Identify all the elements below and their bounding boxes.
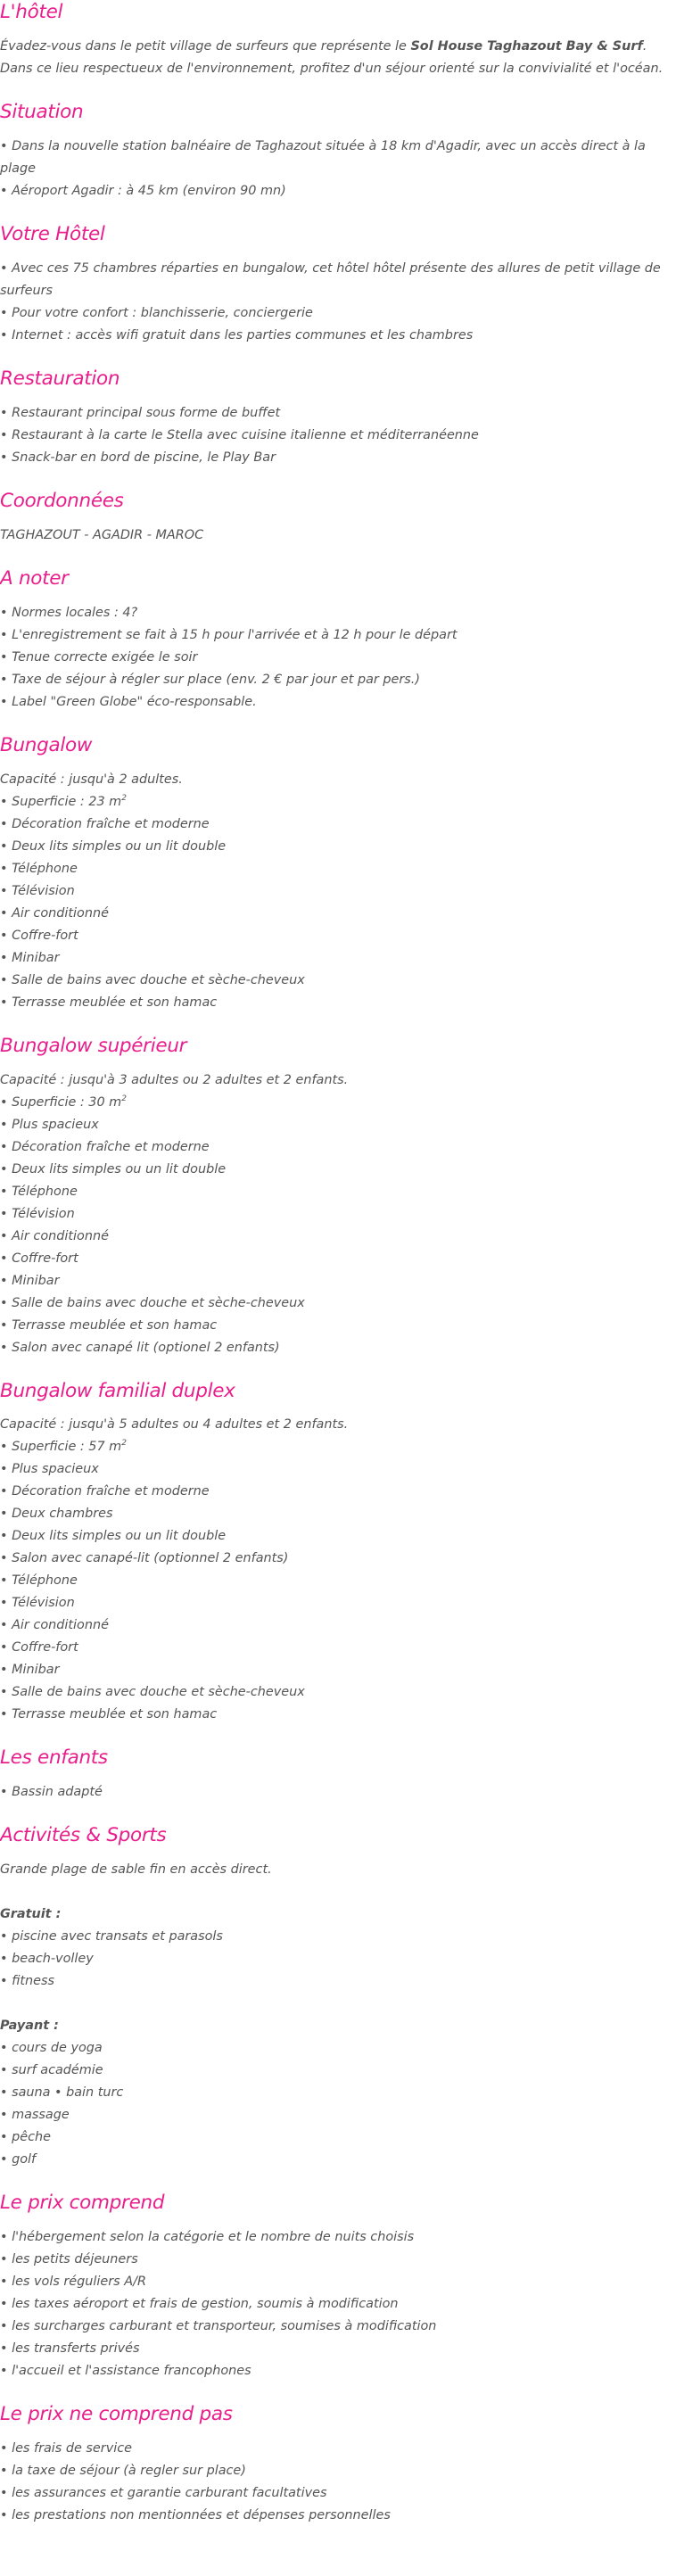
list-item: • Minibar — [0, 947, 676, 970]
section-restauration — [0, 367, 676, 469]
list-item: • Décoration fraîche et moderne — [0, 1481, 676, 1503]
list-item: • Taxe de séjour à régler sur place (env. 2 € par jour et par pers.) — [0, 669, 676, 691]
list-item: • Pour votre confort : blanchisserie, conciergerie — [0, 302, 676, 325]
restauration-list — [0, 402, 676, 469]
list-item: • Télévision — [0, 1592, 676, 1614]
section-activites-sports — [0, 1823, 676, 2171]
section-prix-ne-comprend-pas — [0, 2402, 676, 2527]
capacity-text: Capacité : jusqu'à 2 adultes. — [0, 772, 183, 787]
list-item: • surf académie — [0, 2060, 676, 2082]
list-item: • Plus spacieux — [0, 1458, 676, 1481]
list-item: • Restaurant principal sous forme de buffet — [0, 402, 676, 425]
list-item: • Terrasse meublée et son hamac — [0, 992, 676, 1014]
list-item: • Air conditionné — [0, 1226, 676, 1248]
free-activities-list — [0, 1926, 676, 1993]
section-title: Bungalow — [0, 733, 93, 756]
list-item: • Coffre-fort — [0, 925, 676, 947]
bungalow-duplex-list — [0, 1436, 676, 1726]
list-item: • Téléphone — [0, 1181, 676, 1203]
section-bungalow — [0, 733, 676, 1014]
superficie-text: Superficie : 57 m — [12, 1440, 122, 1455]
spacer — [0, 1993, 676, 2015]
list-item: • Deux lits simples ou un lit double — [0, 1159, 676, 1181]
list-item: • les frais de service — [0, 2438, 676, 2460]
superficie-text: Superficie : 30 m — [12, 1094, 122, 1110]
list-item: • Salon avec canapé lit (optionel 2 enfants) — [0, 1337, 676, 1359]
section-title: Bungalow supérieur — [0, 1034, 187, 1057]
situation-list — [0, 136, 676, 202]
excluded-list — [0, 2438, 676, 2527]
hotel-intro — [0, 36, 676, 80]
list-item: • Minibar — [0, 1270, 676, 1292]
included-list — [0, 2226, 676, 2382]
list-item: • les assurances et garantie carburant facultatives — [0, 2482, 676, 2505]
free-label: Gratuit : — [0, 1907, 62, 1922]
section-votre-hotel — [0, 222, 676, 347]
section-title: L'hôtel — [0, 1, 63, 23]
list-item: • Aéroport Agadir : à 45 km (environ 90 mn) — [0, 180, 676, 202]
section-title: Activités & Sports — [0, 1824, 167, 1847]
section-title: Coordonnées — [0, 489, 124, 512]
list-item: • massage — [0, 2104, 676, 2126]
list-item: • Décoration fraîche et moderne — [0, 813, 676, 836]
list-item: • les transferts privés — [0, 2338, 676, 2360]
section-title: Le prix ne comprend pas — [0, 2403, 233, 2426]
enfants-list — [0, 1781, 676, 1804]
bungalow-superieur-list — [0, 1092, 676, 1359]
capacity-text: Capacité : jusqu'à 5 adultes ou 4 adultes et 2 enfants. — [0, 1417, 349, 1432]
list-item: • piscine avec transats et parasols — [0, 1926, 676, 1948]
list-item: • les surcharges carburant et transporteur, soumises à modification — [0, 2316, 676, 2338]
list-item: • Téléphone — [0, 858, 676, 880]
section-enfants — [0, 1746, 676, 1804]
section-title: A noter — [0, 566, 69, 590]
bungalow-list — [0, 791, 676, 1014]
list-item: • Salle de bains avec douche et sèche-cheveux — [0, 1681, 676, 1704]
hotel-features-list — [0, 258, 676, 347]
list-item: • sauna • bain turc — [0, 2082, 676, 2104]
section-bungalow-superieur — [0, 1034, 676, 1359]
list-item: • Salle de bains avec douche et sèche-cheveux — [0, 1292, 676, 1315]
list-item: • Téléphone — [0, 1570, 676, 1592]
list-item: • Deux lits simples ou un lit double — [0, 836, 676, 858]
list-item: • les vols réguliers A/R — [0, 2271, 676, 2293]
list-item: • Snack-bar en bord de piscine, le Play Bar — [0, 447, 676, 469]
superficie-item: • Superficie : 23 $m^2$ — [0, 791, 676, 813]
section-bungalow-familial-duplex — [0, 1379, 676, 1727]
hotel-name: Sol House Taghazout Bay & Surf — [410, 38, 643, 54]
spacer — [0, 1881, 676, 1903]
section-title: Les enfants — [0, 1746, 108, 1770]
intro-text-end: . Dans ce lieu respectueux de l'environnement, profitez d'un séjour orienté sur la convivialité et l'océan. — [0, 38, 664, 76]
section-hotel — [0, 0, 676, 80]
list-item: • l'accueil et l'assistance francophones — [0, 2360, 676, 2382]
list-item: • Minibar — [0, 1659, 676, 1681]
list-item: • golf — [0, 2149, 676, 2171]
paid-activities-list — [0, 2037, 676, 2171]
list-item: • L'enregistrement se fait à 15 h pour l'arrivée et à 12 h pour le départ — [0, 624, 676, 647]
list-item: • Salle de bains avec douche et sèche-cheveux — [0, 970, 676, 992]
list-item: • Coffre-fort — [0, 1248, 676, 1270]
list-item: • Terrasse meublée et son hamac — [0, 1315, 676, 1337]
section-title: Restauration — [0, 367, 120, 390]
list-item: • cours de yoga — [0, 2037, 676, 2060]
list-item: • Tenue correcte exigée le soir — [0, 647, 676, 669]
list-item: • Télévision — [0, 880, 676, 903]
superficie-text: Superficie : 23 m — [12, 794, 122, 809]
list-item: • les prestations non mentionnées et dépenses personnelles — [0, 2505, 676, 2527]
list-item: • Internet : accès wifi gratuit dans les parties communes et les chambres — [0, 325, 676, 347]
section-title: Votre Hôtel — [0, 222, 105, 245]
list-item: • Salon avec canapé-lit (optionnel 2 enfants) — [0, 1548, 676, 1570]
list-item: • Coffre-fort — [0, 1637, 676, 1659]
list-item: • pêche — [0, 2126, 676, 2149]
section-title: Bungalow familial duplex — [0, 1379, 235, 1402]
list-item: • les petits déjeuners — [0, 2249, 676, 2271]
notes-list — [0, 602, 676, 714]
list-item: • Avec ces 75 chambres réparties en bungalow, cet hôtel hôtel présente des allures de petit village de surfeurs — [0, 258, 676, 302]
section-title: Situation — [0, 100, 84, 123]
capacity-text: Capacité : jusqu'à 3 adultes ou 2 adultes et 2 enfants. — [0, 1072, 349, 1087]
list-item: • Télévision — [0, 1203, 676, 1226]
list-item: • Plus spacieux — [0, 1114, 676, 1136]
list-item: • beach-volley — [0, 1948, 676, 1970]
section-title: Le prix comprend — [0, 2192, 165, 2215]
list-item: • les taxes aéroport et frais de gestion, soumis à modification — [0, 2293, 676, 2316]
list-item: • Restaurant à la carte le Stella avec cuisine italienne et méditerranéenne — [0, 425, 676, 447]
list-item: • la taxe de séjour (à regler sur place) — [0, 2460, 676, 2482]
paid-label: Payant : — [0, 2019, 59, 2034]
list-item: • Label "Green Globe" éco-responsable. — [0, 691, 676, 714]
superficie-item: • Superficie : 57 $m^2$ — [0, 1436, 676, 1458]
section-a-noter — [0, 566, 676, 714]
list-item: • Normes locales : 4? — [0, 602, 676, 624]
list-item: • Deux lits simples ou un lit double — [0, 1525, 676, 1548]
section-coordonnees — [0, 489, 676, 547]
list-item: • l'hébergement selon la catégorie et le nombre de nuits choisis — [0, 2226, 676, 2249]
list-item: • Deux chambres — [0, 1503, 676, 1525]
intro-text: Évadez-vous dans le petit village de surfeurs que représente le — [0, 38, 411, 54]
beach-text: Grande plage de sable fin en accès direct. — [0, 1862, 272, 1878]
list-item: • Bassin adapté — [0, 1781, 676, 1804]
list-item: • fitness — [0, 1970, 676, 1993]
list-item: • Air conditionné — [0, 1614, 676, 1637]
section-situation — [0, 100, 676, 202]
superficie-item: • Superficie : 30 $m^2$ — [0, 1092, 676, 1114]
list-item: • Dans la nouvelle station balnéaire de Taghazout située à 18 km d'Agadir, avec un accès direct à la plage — [0, 136, 676, 180]
address-text: TAGHAZOUT - AGADIR - MAROC — [0, 527, 204, 542]
list-item: • Décoration fraîche et moderne — [0, 1136, 676, 1159]
list-item: • Air conditionné — [0, 903, 676, 925]
section-prix-comprend — [0, 2191, 676, 2382]
list-item: • Terrasse meublée et son hamac — [0, 1704, 676, 1726]
